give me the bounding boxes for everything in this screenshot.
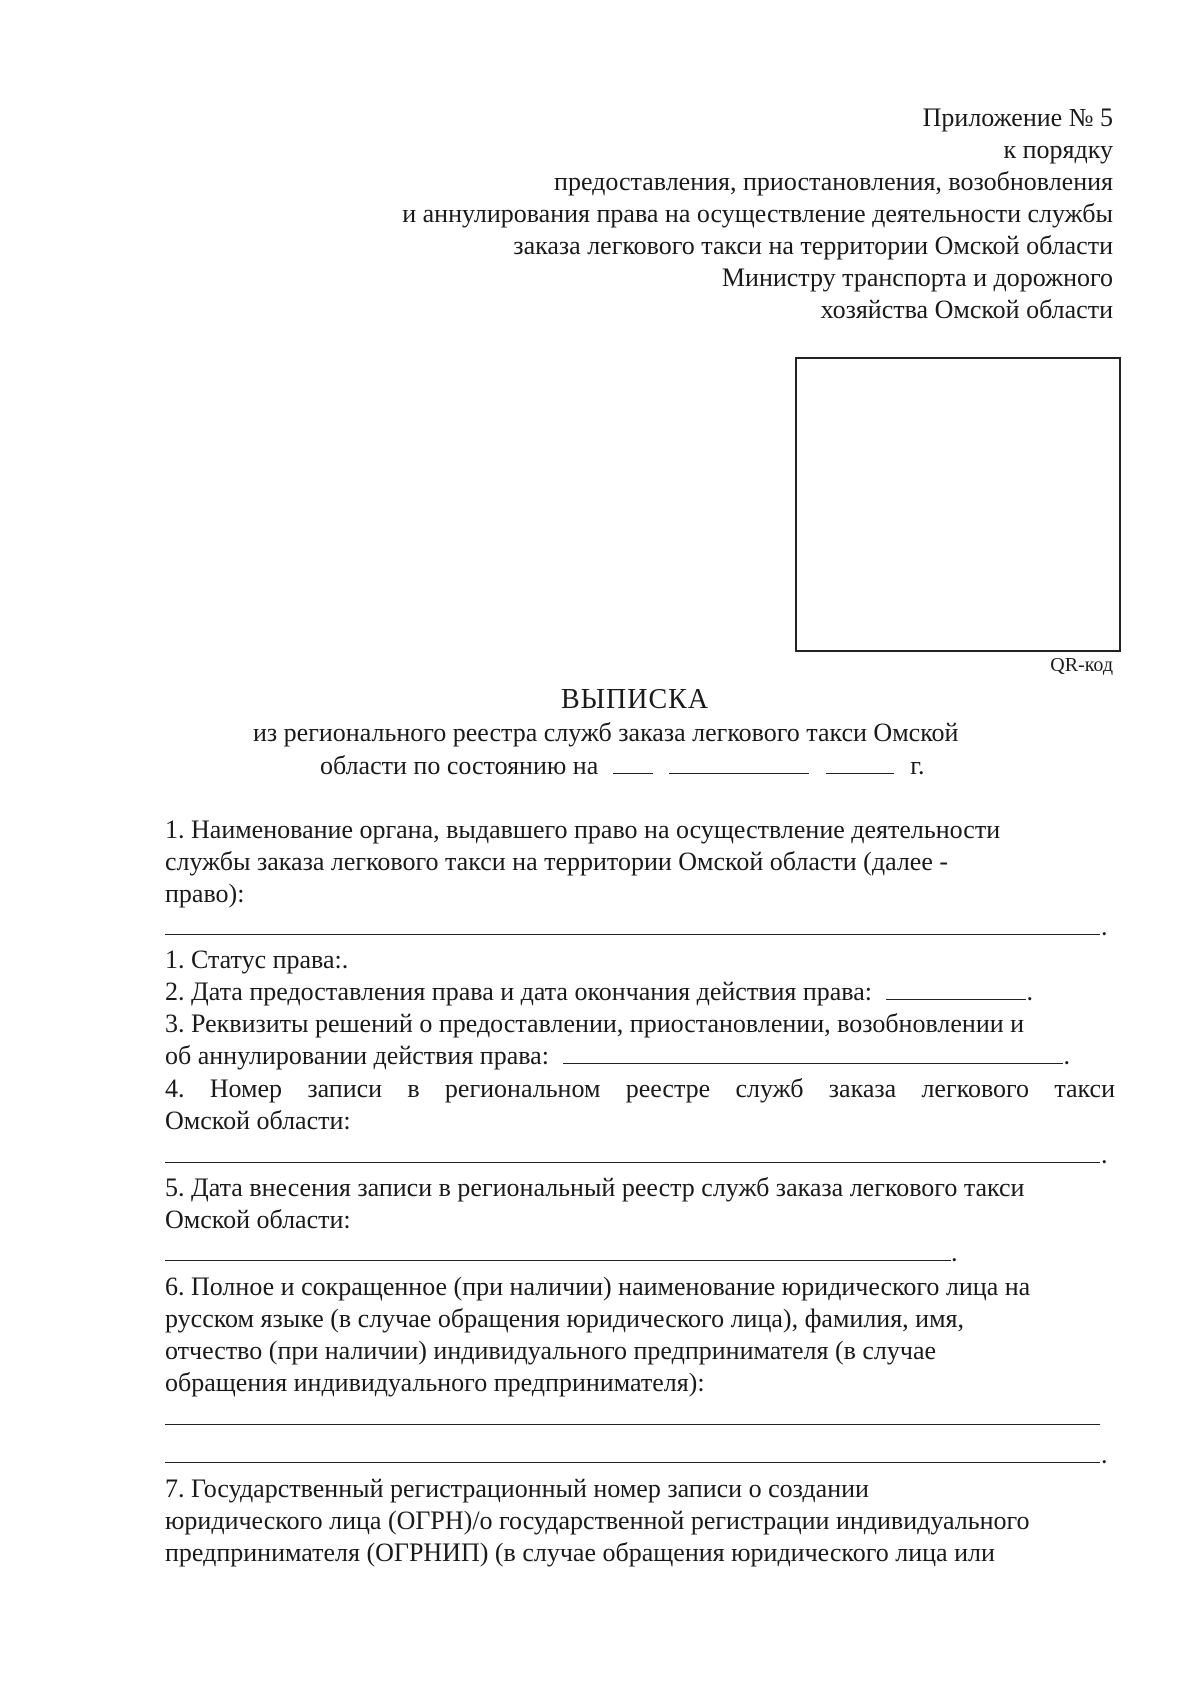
header-line: предоставления, приостановления, возобновления — [554, 167, 1113, 196]
item-1-line2: службы заказа легкового такси на территории Омской области (далее - — [165, 847, 949, 876]
document-subtitle-line1: из регионального реестра служб заказа легкового такси Омской — [253, 718, 959, 747]
item-1-period: . — [1101, 912, 1108, 941]
item-6-line1: 6. Полное и сокращенное (при наличии) наименование юридического лица на — [165, 1272, 1031, 1301]
item-3-line2 — [165, 1040, 1070, 1072]
item-5-period: . — [951, 1238, 958, 1267]
item-7-line2: юридического лица (ОГРН)/о государственной регистрации индивидуального — [165, 1506, 1030, 1535]
date-month-blank[interactable] — [669, 751, 809, 774]
document-title: ВЫПИСКА — [560, 684, 710, 715]
qr-code-box — [795, 357, 1121, 652]
appendix-number: Приложение № 5 — [922, 103, 1113, 132]
header-line: заказа легкового такси на территории Омской области — [513, 231, 1113, 260]
item-2-answer-blank[interactable] — [886, 977, 1026, 1000]
item-1-line1: 1. Наименование органа, выдавшего право на осуществление деятельности — [165, 815, 1001, 844]
subtitle-prefix: области по состоянию на — [320, 751, 599, 780]
item-3-answer-blank[interactable] — [563, 1041, 1063, 1064]
date-day-blank[interactable] — [613, 751, 653, 774]
item-2-period: . — [1026, 977, 1033, 1006]
item-4-answer-line[interactable] — [165, 1162, 1100, 1163]
item-status: 1. Статус права:. — [165, 945, 349, 974]
item-6-answer-line-1[interactable] — [165, 1424, 1100, 1425]
item-6-line2: русском языке (в случае обращения юридического лица), фамилия, имя, — [165, 1304, 964, 1333]
addressee-line: Министру транспорта и дорожного — [721, 263, 1113, 292]
header-line: к порядку — [1003, 135, 1113, 164]
item-6-period: . — [1101, 1440, 1108, 1469]
subtitle-suffix: г. — [910, 751, 925, 780]
document-subtitle-line2 — [320, 750, 924, 782]
addressee-line: хозяйства Омской области — [820, 295, 1113, 324]
item-6-line3: отчество (при наличии) индивидуального предпринимателя (в случае — [165, 1336, 937, 1365]
item-6-answer-line-2[interactable] — [165, 1462, 1100, 1463]
item-4-line1: 4. Номер записи в региональном реестре служб заказа легкового такси — [165, 1074, 1115, 1103]
item-4-line2: Омской области: — [165, 1106, 351, 1135]
item-1-answer-line[interactable] — [165, 934, 1100, 935]
item-5-line1: 5. Дата внесения записи в региональный реестр служб заказа легкового такси — [165, 1173, 1025, 1202]
item-4-period: . — [1101, 1140, 1108, 1169]
item-5-answer-line[interactable] — [165, 1260, 951, 1261]
item-3-line2-text: об аннулировании действия права: — [165, 1041, 549, 1070]
item-5-line2: Омской области: — [165, 1205, 351, 1234]
item-6-line4: обращения индивидуального предпринимателя): — [165, 1368, 705, 1397]
item-2 — [165, 976, 1033, 1008]
date-year-blank[interactable] — [826, 751, 894, 774]
item-2-text: 2. Дата предоставления права и дата окончания действия права: — [165, 977, 872, 1006]
item-1-line3: право): — [165, 879, 245, 908]
header-line: и аннулирования права на осуществление деятельности службы — [402, 199, 1113, 228]
qr-code-caption: QR-код — [1050, 654, 1113, 676]
item-3-line1: 3. Реквизиты решений о предоставлении, приостановлении, возобновлении и — [165, 1009, 1025, 1038]
item-3-period: . — [1063, 1041, 1070, 1070]
item-7-line1: 7. Государственный регистрационный номер записи о создании — [165, 1474, 869, 1503]
item-7-line3: предпринимателя (ОГРНИП) (в случае обращения юридического лица или — [165, 1538, 995, 1567]
